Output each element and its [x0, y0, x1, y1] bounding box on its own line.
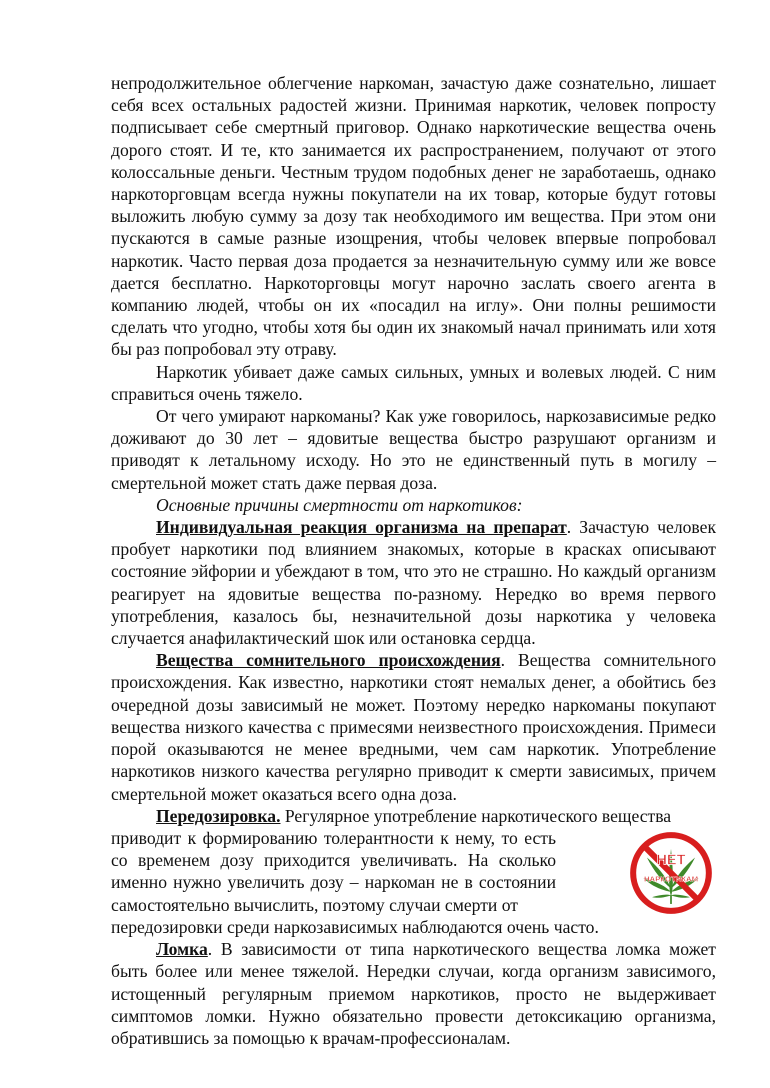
paragraph-intro: непродолжительное облегчение наркоман, зачастую даже сознательно, лишает себя всех остальных радостей жизни. Принимая наркотик, человек попросту подписывает себе смертный приговор. Однако наркотические вещества очень дорого стоят. И те, кто занимается их распространением, получают от этого колоссальные деньги. Честным трудом подобных денег не заработаешь, однако наркоторговцам всегда нужны покупатели на их товар, которые будут готовы выложить любую сумму за дозу так необходимого им вещества. При этом они пускаются в самые разные изощрения, чтобы человек впервые попробовал наркотик. Часто первая доза продается за незначительную сумму или же вовсе дается бесплатно. Наркоторговцы могут нарочно заслать своего агента в компанию людей, чтобы он их «посадил на иглу». Они полны решимости сделать что угодно, чтобы хотя бы один их знакомый начал принимать или хотя бы раз попробовал эту отраву. [111, 73, 716, 360]
cause-text-overdose-wrapped: приводит к формированию толерантности к нему, то есть со временем дозу приходится увеличивать. На сколько именно нужно увеличить дозу – наркоман не в состоянии самостоятельно вычислить, поэтому случаи смерти от [111, 827, 556, 915]
cause-individual-reaction [111, 516, 716, 649]
cause-dubious-substances [111, 649, 716, 804]
cause-text-overdose-last: передозировки среди наркозависимых наблюдаются очень часто. [111, 916, 599, 937]
no-drugs-sign-icon [628, 830, 714, 916]
cause-title-withdrawal: Ломка [156, 939, 208, 960]
causes-heading: Основные причины смертности от наркотиков: [156, 494, 523, 515]
cause-text-withdrawal: . В зависимости от типа наркотического вещества ломка может быть более или менее тяжелой. Нередки случаи, когда организм зависимого, истощенный регулярным приемом наркотиков, просто не выдерживает симптомов ломки. Нужно обязательно провести детоксикацию организма, обратившись за помощью к врачам-профессионалам. [111, 939, 716, 1048]
cause-withdrawal [111, 938, 716, 1049]
paragraph-why-die: От чего умирают наркоманы? Как уже говорилось, наркозависимые редко доживают до 30 лет – ядовитые вещества быстро разрушают организм и приводят к летальному исходу. Но это не единственный путь в могилу – смертельной может стать даже первая доза. [111, 406, 716, 493]
cause-title-individual-reaction: Индивидуальная реакция организма на препарат [156, 517, 567, 538]
logo-text-top: НЕТ [656, 852, 686, 869]
cause-text-overdose-first: Регулярное употребление наркотического вещества [280, 805, 672, 826]
cause-title-dubious-substances: Вещества сомнительного происхождения [156, 650, 501, 671]
paragraph-drug-kills: Наркотик убивает даже самых сильных, умных и волевых людей. С ним справиться очень тяжело. [111, 361, 716, 404]
cause-title-overdose: Передозировка. [156, 805, 281, 826]
cause-text-individual-reaction: . Зачастую человек пробует наркотики под влиянием знакомых, которые в красках описывают состояние эйфории и убеждают в том, что это не страшно. Но каждый организм реагирует на ядовитые вещества по-разному. Нередко во время первого употребления, казалось бы, незначительной дозы наркотика у человека случается анафилактический шок или остановка сердца. [111, 517, 716, 649]
cause-text-dubious-substances: . Вещества сомнительного происхождения. Как известно, наркотики стоят немалых денег, а обойтись без очередной дозы зависимый не может. Поэтому нередко наркоманы покупают вещества низкого качества с примесями неизвестного происхождения. Примеси порой оказываются не менее вредными, чем сам наркотик. Употребление наркотиков низкого качества регулярно приводит к смерти зависимых, причем смертельной может оказаться всего одна доза. [111, 650, 716, 804]
logo-text-bottom: НАРКОТИКАМ [643, 874, 699, 884]
cause-overdose-first-line [111, 805, 716, 827]
document-page [111, 72, 716, 1049]
overdose-section [111, 805, 716, 938]
